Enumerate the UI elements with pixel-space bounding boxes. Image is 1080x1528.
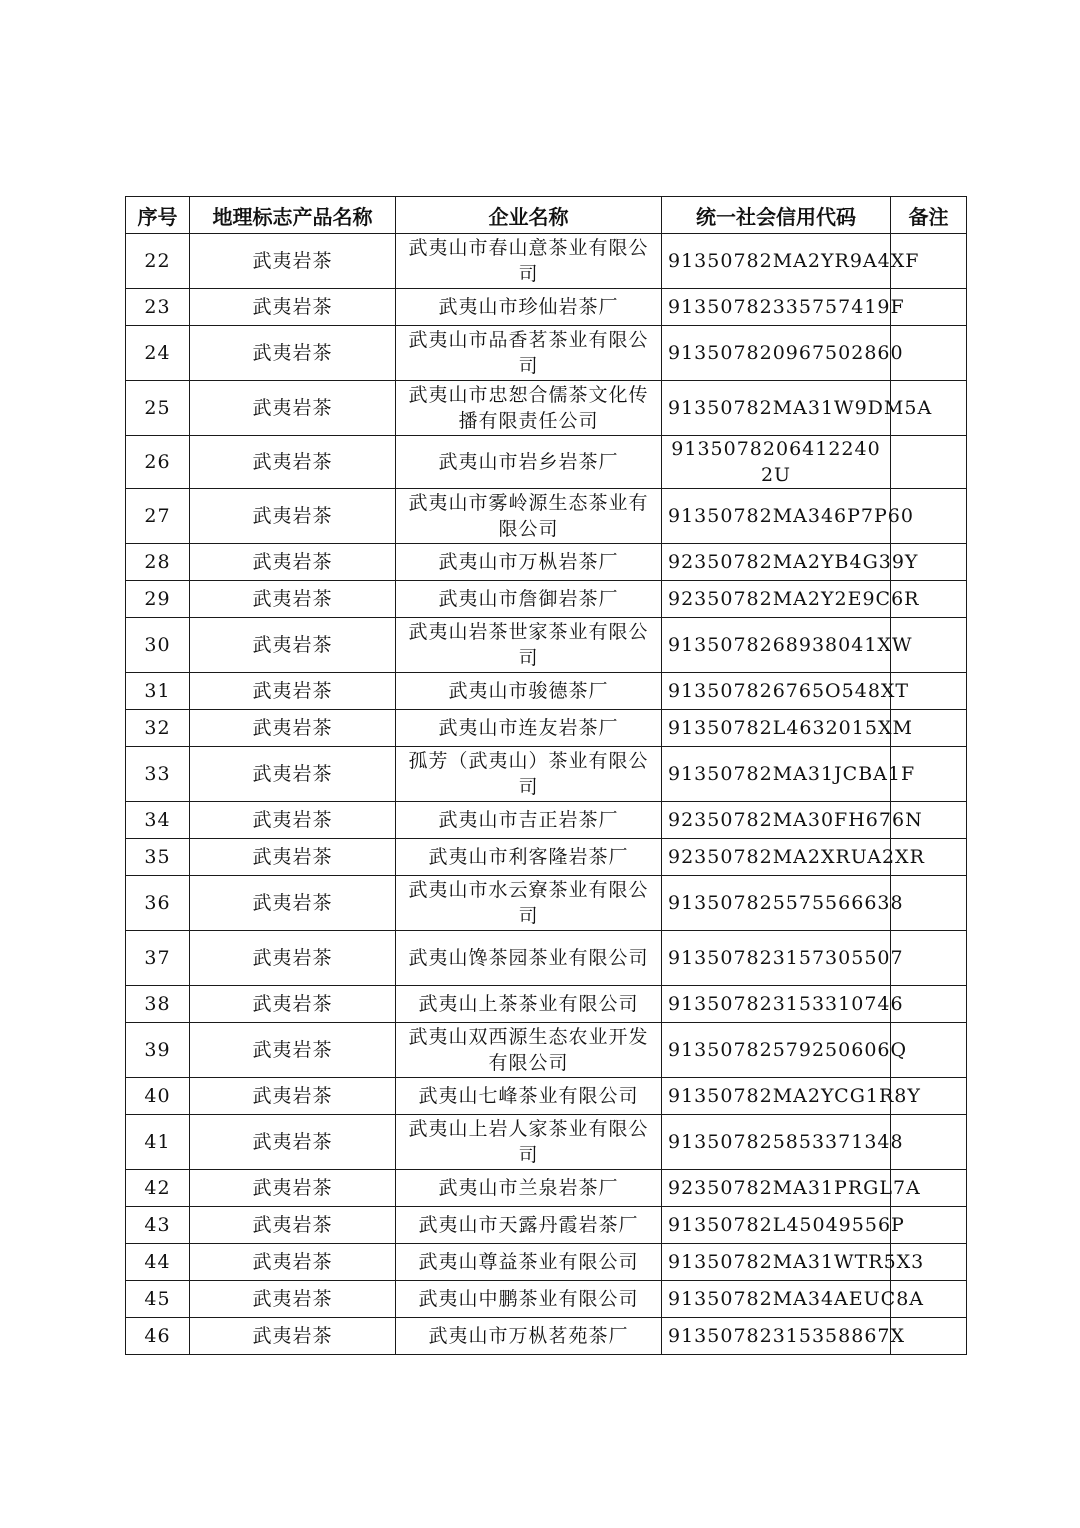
company-name-cell: 武夷山市万枞岩茶厂: [396, 544, 662, 581]
table-row: [126, 1207, 967, 1244]
product-name-cell: 武夷岩茶: [190, 381, 396, 436]
company-name-cell: 武夷山市珍仙岩茶厂: [396, 289, 662, 326]
serial-number-cell: 31: [126, 673, 190, 710]
product-name-cell: 武夷岩茶: [190, 986, 396, 1023]
table-body: [126, 234, 967, 1355]
serial-number-cell: 24: [126, 326, 190, 381]
table-row: [126, 986, 967, 1023]
company-name-cell: 武夷山市岩乡岩茶厂: [396, 436, 662, 489]
table-row: [126, 1281, 967, 1318]
company-name-cell: 武夷山市忠恕合儒茶文化传播有限责任公司: [396, 381, 662, 436]
credit-code-cell: 92350782MA2XRUA2XR: [662, 839, 891, 876]
credit-code-cell: 92350782MA2YB4G39Y: [662, 544, 891, 581]
company-name-cell: 武夷山市詹御岩茶厂: [396, 581, 662, 618]
table-row: [126, 710, 967, 747]
credit-code-cell: 9135078206412240 2U: [662, 436, 891, 489]
table-row: [126, 544, 967, 581]
company-name-cell: 武夷山市水云寮茶业有限公司: [396, 876, 662, 931]
table-row: [126, 618, 967, 673]
company-name-cell: 武夷山市天露丹霞岩茶厂: [396, 1207, 662, 1244]
credit-code-cell: 91350782MA2YCG1R8Y: [662, 1078, 891, 1115]
company-name-cell: 武夷山岩茶世家茶业有限公司: [396, 618, 662, 673]
header-serial-number: 序号: [126, 197, 190, 234]
company-name-cell: 武夷山市品香茗茶业有限公司: [396, 326, 662, 381]
product-name-cell: 武夷岩茶: [190, 436, 396, 489]
company-name-cell: 武夷山市连友岩茶厂: [396, 710, 662, 747]
table-row: [126, 234, 967, 289]
credit-code-cell: 91350782MA2YR9A4XF: [662, 234, 891, 289]
credit-code-cell: 91350782MA34AEUC8A: [662, 1281, 891, 1318]
company-name-cell: 武夷山市春山意茶业有限公司: [396, 234, 662, 289]
company-name-cell: 孤芳（武夷山）茶业有限公司: [396, 747, 662, 802]
table-row: [126, 1170, 967, 1207]
credit-code-cell: 91350782579250606Q: [662, 1023, 891, 1078]
serial-number-cell: 27: [126, 489, 190, 544]
credit-code-cell: 91350782315358867X: [662, 1318, 891, 1355]
company-name-cell: 武夷山上岩人家茶业有限公司: [396, 1115, 662, 1170]
serial-number-cell: 38: [126, 986, 190, 1023]
table-row: [126, 876, 967, 931]
product-name-cell: 武夷岩茶: [190, 876, 396, 931]
product-name-cell: 武夷岩茶: [190, 544, 396, 581]
table-row: [126, 1023, 967, 1078]
serial-number-cell: 39: [126, 1023, 190, 1078]
header-company-name: 企业名称: [396, 197, 662, 234]
product-name-cell: 武夷岩茶: [190, 1023, 396, 1078]
table-row: [126, 1244, 967, 1281]
product-name-cell: 武夷岩茶: [190, 326, 396, 381]
serial-number-cell: 46: [126, 1318, 190, 1355]
header-remark: 备注: [891, 197, 967, 234]
credit-code-cell: 913507823157305507: [662, 931, 891, 986]
table-row: [126, 289, 967, 326]
company-name-cell: 武夷山尊益茶业有限公司: [396, 1244, 662, 1281]
credit-code-cell: 92350782MA31PRGL7A: [662, 1170, 891, 1207]
table-header-row: [126, 197, 967, 234]
serial-number-cell: 28: [126, 544, 190, 581]
product-name-cell: 武夷岩茶: [190, 581, 396, 618]
serial-number-cell: 36: [126, 876, 190, 931]
serial-number-cell: 22: [126, 234, 190, 289]
company-name-cell: 武夷山七峰茶业有限公司: [396, 1078, 662, 1115]
table-row: [126, 802, 967, 839]
credit-code-cell: 92350782MA30FH676N: [662, 802, 891, 839]
company-name-cell: 武夷山市兰泉岩茶厂: [396, 1170, 662, 1207]
serial-number-cell: 33: [126, 747, 190, 802]
product-name-cell: 武夷岩茶: [190, 1207, 396, 1244]
table-row: [126, 931, 967, 986]
credit-code-cell: 913507826765O548XT: [662, 673, 891, 710]
table-row: [126, 839, 967, 876]
company-name-cell: 武夷山市利客隆岩茶厂: [396, 839, 662, 876]
table-row: [126, 381, 967, 436]
serial-number-cell: 34: [126, 802, 190, 839]
credit-code-cell: 91350782MA346P7P60: [662, 489, 891, 544]
company-name-cell: 武夷山馋茶园茶业有限公司: [396, 931, 662, 986]
serial-number-cell: 26: [126, 436, 190, 489]
table-row: [126, 581, 967, 618]
credit-code-cell: 913507825853371348: [662, 1115, 891, 1170]
product-name-cell: 武夷岩茶: [190, 673, 396, 710]
company-name-cell: 武夷山双西源生态农业开发有限公司: [396, 1023, 662, 1078]
credit-code-cell: 913507820967502860: [662, 326, 891, 381]
table-row: [126, 1318, 967, 1355]
product-name-cell: 武夷岩茶: [190, 489, 396, 544]
serial-number-cell: 42: [126, 1170, 190, 1207]
serial-number-cell: 41: [126, 1115, 190, 1170]
product-name-cell: 武夷岩茶: [190, 710, 396, 747]
credit-code-cell: 91350782MA31JCBA1F: [662, 747, 891, 802]
serial-number-cell: 35: [126, 839, 190, 876]
header-credit-code: 统一社会信用代码: [662, 197, 891, 234]
credit-code-cell: 91350782L4632015XM: [662, 710, 891, 747]
table-row: [126, 326, 967, 381]
product-name-cell: 武夷岩茶: [190, 1115, 396, 1170]
product-name-cell: 武夷岩茶: [190, 931, 396, 986]
serial-number-cell: 23: [126, 289, 190, 326]
serial-number-cell: 44: [126, 1244, 190, 1281]
table-row: [126, 1115, 967, 1170]
table-row: [126, 1078, 967, 1115]
serial-number-cell: 29: [126, 581, 190, 618]
enterprise-registry-table: [125, 196, 967, 1355]
serial-number-cell: 40: [126, 1078, 190, 1115]
table-row: [126, 747, 967, 802]
company-name-cell: 武夷山市骏德茶厂: [396, 673, 662, 710]
product-name-cell: 武夷岩茶: [190, 1078, 396, 1115]
credit-code-cell: 91350782L45049556P: [662, 1207, 891, 1244]
product-name-cell: 武夷岩茶: [190, 802, 396, 839]
credit-code-cell: 913507825575566638: [662, 876, 891, 931]
credit-code-cell: 92350782MA2Y2E9C6R: [662, 581, 891, 618]
serial-number-cell: 25: [126, 381, 190, 436]
product-name-cell: 武夷岩茶: [190, 1281, 396, 1318]
table-row: [126, 673, 967, 710]
serial-number-cell: 37: [126, 931, 190, 986]
product-name-cell: 武夷岩茶: [190, 747, 396, 802]
credit-code-cell: 9135078268938041XW: [662, 618, 891, 673]
table-row: [126, 489, 967, 544]
company-name-cell: 武夷山市雾岭源生态茶业有限公司: [396, 489, 662, 544]
serial-number-cell: 45: [126, 1281, 190, 1318]
company-name-cell: 武夷山上茶茶业有限公司: [396, 986, 662, 1023]
credit-code-cell: 91350782MA31WTR5X3: [662, 1244, 891, 1281]
serial-number-cell: 43: [126, 1207, 190, 1244]
header-gi-product-name: 地理标志产品名称: [190, 197, 396, 234]
product-name-cell: 武夷岩茶: [190, 289, 396, 326]
credit-code-cell: 913507823153310746: [662, 986, 891, 1023]
product-name-cell: 武夷岩茶: [190, 1170, 396, 1207]
credit-code-cell: 91350782335757419F: [662, 289, 891, 326]
product-name-cell: 武夷岩茶: [190, 1244, 396, 1281]
product-name-cell: 武夷岩茶: [190, 618, 396, 673]
product-name-cell: 武夷岩茶: [190, 234, 396, 289]
serial-number-cell: 32: [126, 710, 190, 747]
serial-number-cell: 30: [126, 618, 190, 673]
table-row: [126, 436, 967, 489]
company-name-cell: 武夷山中鹏茶业有限公司: [396, 1281, 662, 1318]
company-name-cell: 武夷山市吉正岩茶厂: [396, 802, 662, 839]
company-name-cell: 武夷山市万枞茗苑茶厂: [396, 1318, 662, 1355]
product-name-cell: 武夷岩茶: [190, 839, 396, 876]
remark-cell: [891, 436, 967, 489]
product-name-cell: 武夷岩茶: [190, 1318, 396, 1355]
credit-code-cell: 91350782MA31W9DM5A: [662, 381, 891, 436]
